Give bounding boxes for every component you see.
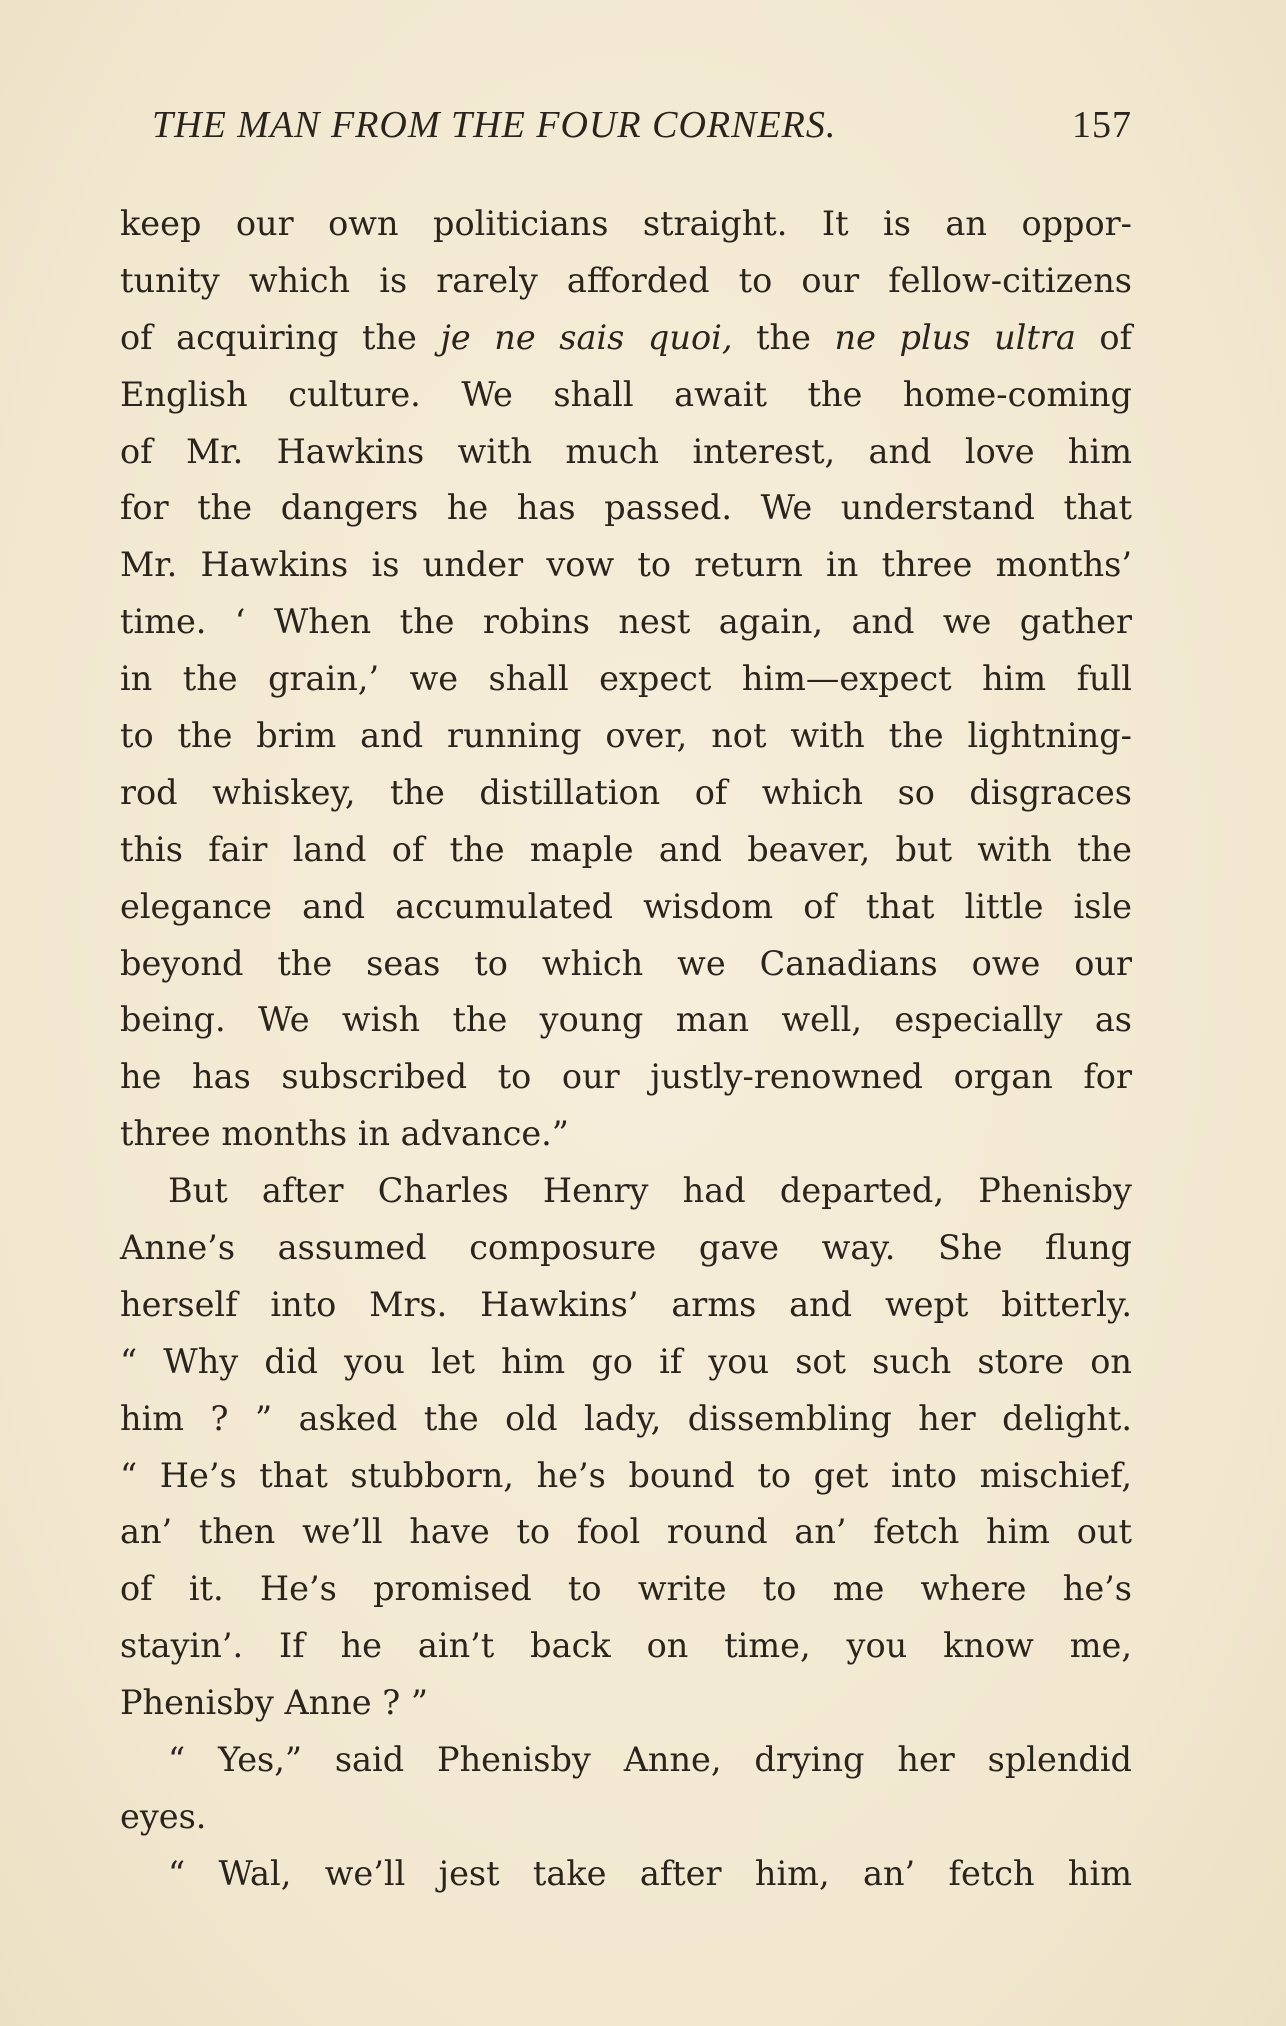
italic-phrase: ne plus ultra bbox=[834, 317, 1076, 357]
text-line: herself into Mrs. Hawkins’ arms and wept bitterly. bbox=[120, 1284, 1132, 1324]
text-run: of bbox=[1075, 317, 1132, 357]
running-head-title: THE MAN FROM THE FOUR CORNERS. bbox=[152, 104, 837, 146]
text-line: to the brim and running over, not with the lightning- bbox=[120, 716, 1132, 756]
text-line: for the dangers he has passed. We understand that bbox=[120, 488, 1132, 528]
text-line: “ Wal, we’ll jest take after him, an’ fetch him bbox=[168, 1853, 1132, 1893]
text-line bbox=[120, 310, 1132, 367]
text-line: in the grain,’ we shall expect him—expect him full bbox=[120, 659, 1132, 699]
text-line: elegance and accumulated wisdom of that little isle bbox=[120, 886, 1132, 926]
text-line: he has subscribed to our justly-renowned organ for bbox=[120, 1057, 1132, 1097]
text-line: Phenisby Anne ? ” bbox=[120, 1683, 428, 1723]
text-line: being. We wish the young man well, especially as bbox=[120, 1000, 1132, 1040]
text-run: the bbox=[732, 317, 835, 357]
italic-phrase: je ne sais quoi, bbox=[440, 317, 733, 357]
text-line: him ? ” asked the old lady, dissembling her delight. bbox=[120, 1398, 1132, 1438]
text-line: Mr. Hawkins is under vow to return in three months’ bbox=[120, 545, 1132, 585]
text-line: of Mr. Hawkins with much interest, and love him bbox=[120, 431, 1132, 471]
text-line: rod whiskey, the distillation of which so disgraces bbox=[120, 772, 1132, 812]
text-line: English culture. We shall await the home-coming bbox=[120, 374, 1132, 414]
text-line: But after Charles Henry had departed, Phenisby bbox=[168, 1171, 1132, 1211]
text-run: of acquiring the bbox=[120, 317, 441, 357]
text-line: keep our own politicians straight. It is an oppor- bbox=[120, 204, 1132, 243]
text-line: Anne’s assumed composure gave way. She flung bbox=[120, 1228, 1132, 1268]
text-line: “ Why did you let him go if you sot such store on bbox=[120, 1341, 1132, 1381]
text-line: an’ then we’ll have to fool round an’ fetch him out bbox=[120, 1512, 1132, 1552]
text-line: tunity which is rarely afforded to our fellow-citizens bbox=[120, 260, 1132, 300]
body-text bbox=[120, 196, 1132, 1903]
text-line: stayin’. If he ain’t back on time, you know me, bbox=[120, 1626, 1132, 1666]
text-line: time. ‘ When the robins nest again, and we gather bbox=[120, 602, 1132, 642]
text-line: of it. He’s promised to write to me where he’s bbox=[120, 1569, 1132, 1609]
text-line: “ He’s that stubborn, he’s bound to get into mischief, bbox=[120, 1455, 1132, 1495]
text-line: “ Yes,” said Phenisby Anne, drying her splendid bbox=[168, 1740, 1132, 1780]
text-line: eyes. bbox=[120, 1796, 207, 1836]
text-line: beyond the seas to which we Canadians owe our bbox=[120, 943, 1132, 983]
text-line: three months in advance.” bbox=[120, 1114, 569, 1154]
page-number: 157 bbox=[1072, 104, 1132, 146]
text-line: this fair land of the maple and beaver, but with the bbox=[120, 829, 1132, 869]
running-head bbox=[152, 103, 1132, 153]
